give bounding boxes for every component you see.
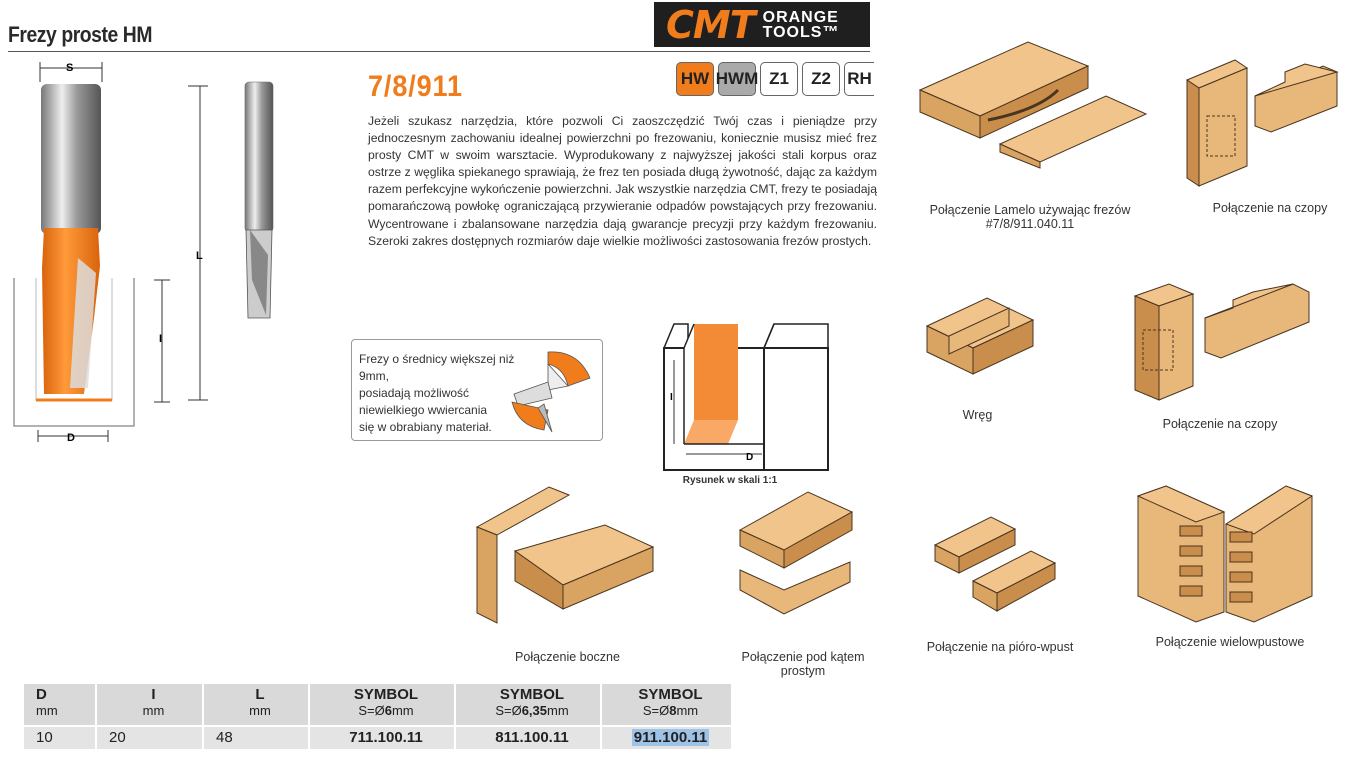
czopy1-caption: Połączenie na czopy [1212,201,1328,215]
sub-prefix: S=Ø [642,703,670,718]
table-row [24,726,732,750]
table-header-row [24,684,732,726]
lamelo-caption [920,203,1140,231]
scale-i-label: I [670,392,673,403]
boczne-caption: Połączenie boczne [515,650,620,664]
scale-drawing [660,320,832,472]
header-main: I [151,686,156,703]
badge-rh: RH [844,62,874,96]
sub-suffix: mm [391,703,414,718]
selected-symbol[interactable]: 911.100.11 [633,729,708,746]
logo-main: CMT [666,2,755,47]
table-cell: 10 [24,726,96,750]
lamelo-caption-line1: Połączenie Lamelo używając frezów [929,203,1131,217]
dim-l-label: L [196,250,203,262]
czopy2-caption: Połączenie na czopy [1162,417,1278,431]
multi-spline-illustration [1136,484,1314,624]
logo-line1: ORANGE [762,8,839,26]
rabbet-joint-illustration [925,296,1037,376]
lamelo-caption-line2: #7/8/911.040.11 [985,217,1075,231]
sub-bold: 6 [384,703,392,718]
sub-bold: 8 [669,703,677,718]
sub-suffix: mm [547,703,569,718]
logo-sub [763,10,840,40]
note-line: Frezy o średnicy większej niż 9mm, [359,352,515,383]
table-header-cell [203,684,309,726]
dim-s-label: S [66,62,74,74]
logo-line2: TOOLS™ [762,23,840,41]
scale-d-label: D [746,452,754,463]
note-line: niewielkiego wwiercania [359,403,488,417]
table-cell: 20 [96,726,203,750]
header-main: SYMBOL [499,686,565,703]
page-title: Frezy proste HM [8,22,153,47]
lamelo-joint-illustration [918,40,1148,170]
feature-badges [676,62,874,96]
table-cell: 811.100.11 [455,726,601,750]
header-sub [468,703,596,718]
product-description: Jeżeli szukasz narzędzia, które pozwoli Ci zaoszczędzić Twój czas i pieniądze przy jednoczesnym zachowaniu idealnej powierzchni po frezowaniu, koniecznie musisz mieć frez prosty CMT w swoim warsztacie. Wyprodukowany z najwyższej jakości stali korpus oraz ostrze z węglika spiekanego sprawiają, że frez ten posiada długą żywotność, dając za każdym razem perfekcyjne wykończenie powierzchni. Jak wszystkie narzędzia CMT, frezy te posiadają pomarańczową powłokę ograniczającą przywieranie odpadów powstających przy frezowaniu. Wycentrowane i zbalansowane narzędzia dają gwarancje precyzji przy każdym frezowaniu. Szeroki zakres dostępnych rozmiarów daje wielkie możliwości zastosowania frezów prostych. [368,114,877,248]
header-sub: mm [36,703,58,718]
header-sub: mm [142,703,165,718]
table-cell [601,726,732,750]
dim-d-label: D [67,432,75,444]
tongue-groove-illustration [933,515,1058,615]
pioro-caption: Połączenie na pióro-wpust [926,640,1074,654]
bit-photo [240,80,280,325]
bit-dimension-drawing [8,58,223,448]
wielowpustowe-caption: Połączenie wielowpustowe [1155,635,1305,649]
mortise-joint-illustration-1 [1185,46,1345,191]
brand-logo [654,2,870,47]
sub-bold: 6,35 [521,703,547,718]
mortise-joint-illustration-2 [1133,282,1313,402]
badge-z2: Z2 [802,62,840,96]
product-code: 7/8/911 [368,70,463,103]
header-sub [614,703,727,718]
header-sub [322,703,450,718]
header-main: D [36,686,47,703]
right-angle-joint-illustration [738,490,858,620]
wreg-caption: Wręg [962,408,993,422]
note-line: się w obrabiany materiał. [359,420,492,434]
table-header-cell [601,684,732,726]
table-header-cell [96,684,203,726]
side-joint-illustration [475,485,655,625]
note-line: posiadają możliwość [359,386,470,400]
header-main: SYMBOL [638,686,703,703]
header-main: SYMBOL [353,686,419,703]
header-sub: mm [249,703,271,718]
table-header-cell [309,684,455,726]
table-header-cell [455,684,601,726]
badge-hw: HW [676,62,714,96]
badge-z1: Z1 [760,62,798,96]
sub-prefix: S=Ø [495,703,522,718]
badge-hwm: HWM [718,62,756,96]
table-cell: 48 [203,726,309,750]
header-main: L [255,686,265,703]
table-header-cell [24,684,96,726]
sub-prefix: S=Ø [358,703,385,718]
katem-caption: Połączenie pod kątem prostym [741,650,865,678]
dim-i-label: I [159,333,163,345]
title-divider [8,51,870,52]
spec-table [24,684,733,751]
table-cell: 711.100.11 [309,726,455,750]
scale-caption: Rysunek w skali 1:1 [682,475,778,486]
plunge-illustration [508,346,596,436]
sub-suffix: mm [676,703,699,718]
